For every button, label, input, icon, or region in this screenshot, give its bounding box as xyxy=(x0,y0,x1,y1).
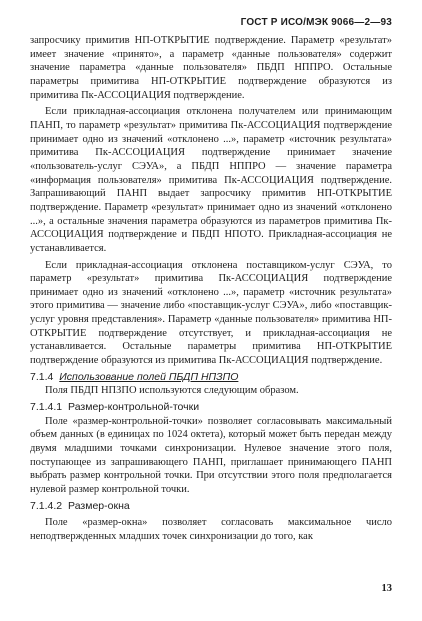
page-number: 13 xyxy=(381,583,392,594)
section-title: Использование полей ПБДП НПЗПО xyxy=(59,370,239,383)
standard-header: ГОСТ Р ИСО/МЭК 9066—2—93 xyxy=(240,17,392,28)
section-number: 7.1.4 xyxy=(30,370,54,383)
section-body-checkpoint-size: Поле «размер-контрольной-точки» позволяет согласовывать максимальный объем данных (в единицах по 1024 октета), который может быть передан между двумя младшими точками синхронизации. Нулевое значение этого поля, поступающее из запрашивающего ПАНП, приглашает принимающего ПАНП выбрать размер контрольной точки. При отсутствии этого поля предполагается нулевой размер контрольной точки. xyxy=(30,415,392,495)
section-heading-7-1-4 xyxy=(30,371,392,385)
paragraph-rejected-by-receiver: Если прикладная-ассоциация отклонена получателем или принимающим ПАНП, то параметр «результат» примитива Пк-АССОЦИАЦИЯ подтверждение принимает одно из значений «отклонено ...», параметр «источник результата» примитива Пк-АССОЦИАЦИЯ подтверждение принимает значение «пользователь-услуг СЭУА», а ПБДП НППРО — значение параметра «информация пользователя» примитива Пк-АССОЦИАЦИЯ подтверждение. Запрашивающий ПАНП выдает запросчику примитив НП-ОТКРЫТИЕ подтверждение. Параметр «результат» принимает одно из значений «отклонено ...», а остальные значения параметра образуются из параметров примитива Пк-АССОЦИАЦИЯ подтверждение и ПБДП НПОТО. Прикладная-ассоциация не устанавливается. xyxy=(30,106,392,254)
page-body xyxy=(30,34,392,544)
section-title: Размер-контрольной-точки xyxy=(68,401,200,414)
section-number: 7.1.4.2 xyxy=(30,499,63,512)
section-body-window-size: Поле «размер-окна» позволяет согласовать максимальное число неподтвержденных младших точек синхронизации до того, как xyxy=(30,517,392,542)
paragraph-continuation: запросчику примитив НП-ОТКРЫТИЕ подтверждение. Параметр «результат» имеет значение «принято», а параметр «данные пользователя» содержит значение параметра «данные пользователя» ПБДП НППРО. Остальные параметры примитива НП-ОТКРЫТИЕ подтверждение образуются из примитива Пк-АССОЦИАЦИЯ подтверждение. xyxy=(30,35,392,101)
section-title: Размер-окна xyxy=(68,499,130,512)
section-heading-7-1-4-2 xyxy=(30,500,392,514)
section-number: 7.1.4.1 xyxy=(30,401,63,414)
paragraph-rejected-by-provider: Если прикладная-ассоциация отклонена поставщиком-услуг СЭУА, то параметр «результат» примитива Пк-АССОЦИАЦИЯ подтверждение принимает одно из значений «отклонено ...», параметр «источник результата» этого примитива — значение либо «поставщик-услуг СЭУА», либо «поставщик-услуг уровня представления». Параметр «данные пользователя» примитива НП-ОТКРЫТИЕ подтверждение отсутствует, и прикладная-ассоциация не устанавливается. Остальные параметры примитива НП-ОТКРЫТИЕ подтверждение образуются из примитива Пк-АССОЦИАЦИЯ подтверждение. xyxy=(30,259,392,367)
section-heading-7-1-4-1 xyxy=(30,401,392,415)
section-intro: Поля ПБДП НПЗПО используются следующим образом. xyxy=(45,385,299,397)
